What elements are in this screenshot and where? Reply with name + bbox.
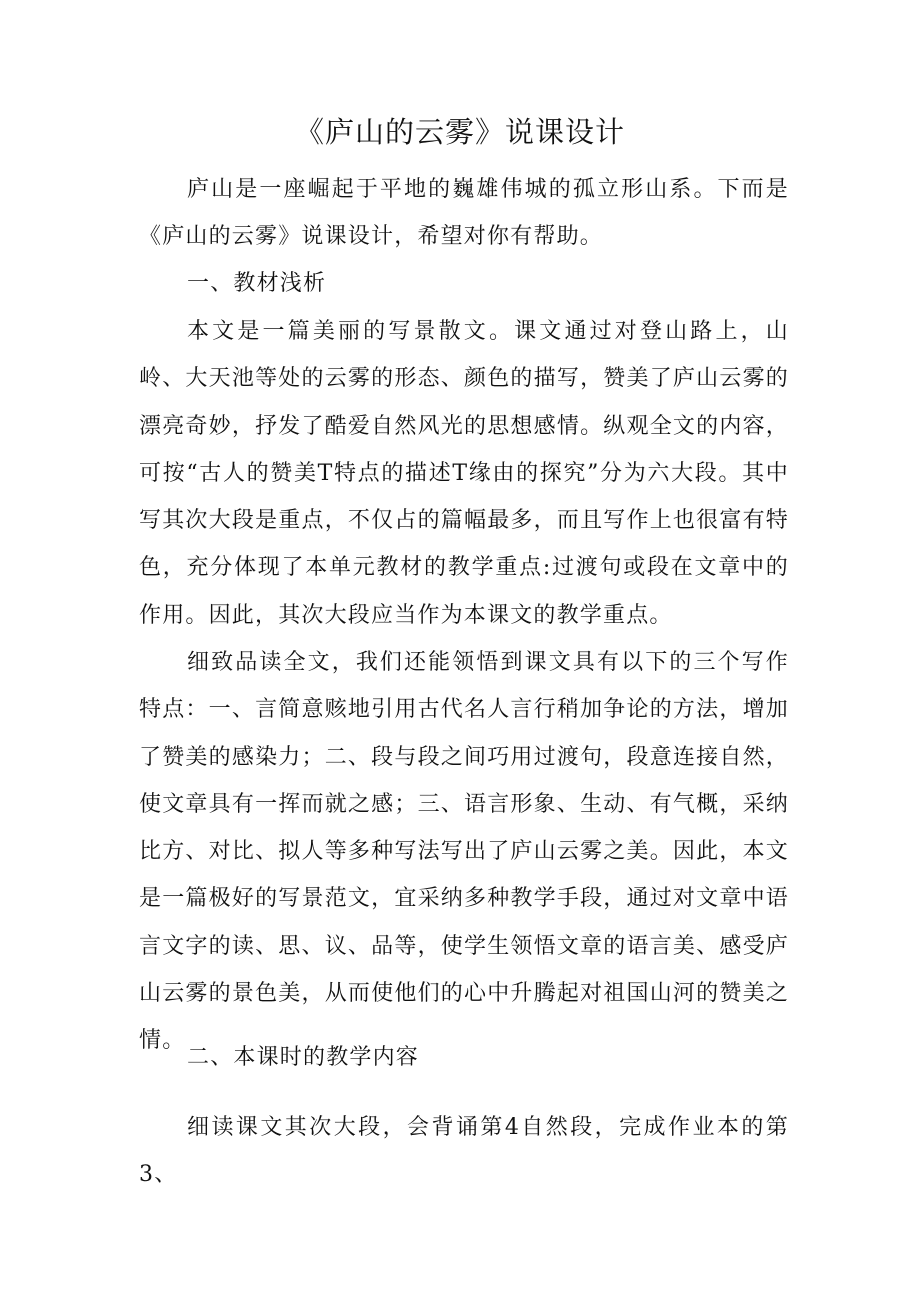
section-1-paragraph-1: 本文是一篇美丽的写景散文。课文通过对登山路上，山岭、大天池等处的云雾的形态、颜色的描写，赞美了庐山云雾的漂亮奇妙，抒发了酷爱自然风光的思想感情。纵观全文的内容，可按“古人的赞美T特点的描述T缘由的探究”分为六大段。其中写其次大段是重点，不仅占的篇幅最多，而且写作上也很富有特色，充分体现了本单元教材的教学重点:过渡句或段在文章中的作用。因此，其次大段应当作为本课文的教学重点。 — [139, 319, 789, 628]
section-heading-2: 二、本课时的教学内容 — [187, 1045, 420, 1070]
page-title: 《庐山的云雾》说课设计 — [294, 115, 625, 149]
section-1-paragraph-2: 细致品读全文，我们还能领悟到课文具有以下的三个写作特点：一、言简意赅地引用古代名人言行稍加争论的方法，增加了赞美的感染力；二、段与段之间巧用过渡句，段意连接自然，使文章具有一挥而就之感；三、语言形象、生动、有气概，采纳比方、对比、拟人等多种写法写出了庐山云雾之美。因此，本文是一篇极好的写景范文，宜采纳多种教学手段，通过对文章中语言文字的读、思、议、品等，使学生领悟文章的语言美、感受庐山云雾的景色美，从而使他们的心中升腾起对祖国山河的赞美之情。 — [139, 650, 789, 1054]
section-heading-1: 一、教材浅析 — [187, 271, 327, 296]
intro-paragraph: 庐山是一座崛起于平地的巍雄伟城的孤立形山系。下而是《庐山的云雾》说课设计，希望对你有帮助。 — [139, 177, 789, 250]
section-2-paragraph-1: 细读课文其次大段，会背诵第4自然段，完成作业本的第3、 — [139, 1115, 789, 1188]
